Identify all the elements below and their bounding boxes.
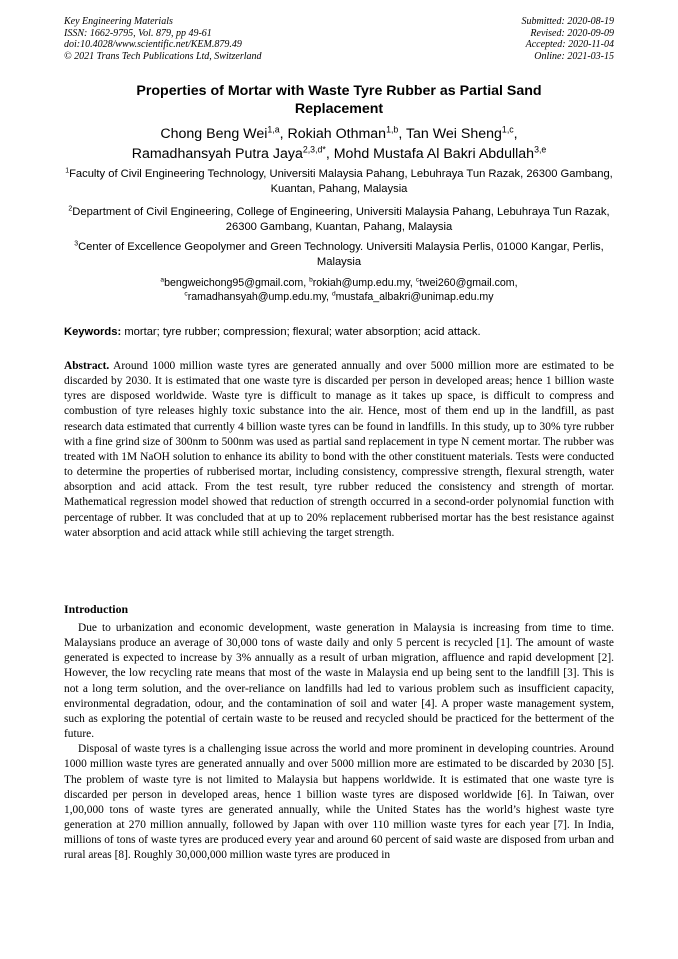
- author-affiliation-mark: 3,e: [534, 144, 547, 155]
- paper-title: [64, 82, 614, 118]
- author-name: Ramadhansyah Putra Jaya: [131, 146, 303, 162]
- affiliation-text: Center of Excellence Geopolymer and Green Technology. Universiti Malaysia Perlis, 01000 Kangar, Perlis, Malaysia: [78, 241, 604, 268]
- date-submitted: Submitted: 2020-08-19: [521, 16, 614, 27]
- abstract-label: Abstract.: [64, 360, 110, 372]
- affiliation-number: 1: [65, 167, 70, 175]
- affiliation-3: [64, 240, 614, 270]
- keywords: [64, 325, 614, 339]
- journal-copyright: © 2021 Trans Tech Publications Ltd, Switzerland: [64, 50, 262, 62]
- journal-info: [64, 16, 262, 62]
- author-name: Chong Beng Wei: [160, 126, 268, 142]
- publication-dates: [522, 16, 615, 62]
- keywords-label: Keywords:: [64, 326, 122, 338]
- author-emails: [64, 276, 614, 304]
- author-affiliation-mark: 1,a: [267, 124, 280, 135]
- authors-line-1: Chong Beng Wei$^{1,a}$, Rokiah Othman$^{1,b}$, Tan Wei Sheng$^{1,c}$,: [160, 124, 518, 142]
- emails-line-1: $^a$bengweichong95@gmail.com, $^b$rokiah@ump.edu.my, $^c$twei260@gmail.com,: [160, 276, 518, 289]
- affiliation-2: [64, 205, 614, 235]
- date-online: Online: 2021-03-15: [534, 50, 614, 62]
- author-affiliation-mark: 2,3,d*: [302, 144, 326, 155]
- abstract-text: Around 1000 million waste tyres are generated annually and over 5000 million more are estimated to be discarded by 2030. It is estimated that one waste tyre is discarded per person in developed areas; hence 1 billion waste tyres are disposed worldwide. Waste tyre is difficult to manage as it takes up space, is difficult to compress and combustion of tyre releases highly toxic substance into the air. Hence, most of them end up in the landfill, as past research data estimated that currently 4 billion waste tyres can be found in landfills. In this study, up to 30% tyre rubber with a fine grind size of 300nm to 500nm was used as partial sand replacement in type N cement mortar. The rubber was treated with 1M NaOH solution to enhance its ability to bond with the other constituent materials. Tests were conducted to determine the properties of rubberised mortar, including consistency, compressive strength, flexural strength, water absorption and acid attack. From the test result, tyre rubber reduced the consistency and strength of mortar. Mathematical regression model showed that reduction of strength occurred in a second-order polynomial function with percentage of rubber. It was concluded that at up to 20% replacement rubberised mortar has the best resistance against water absorption and acid attack while still achieving the target strength.: [64, 360, 614, 539]
- section-heading-introduction: Introduction: [64, 602, 129, 616]
- email-mark: d: [331, 290, 336, 298]
- affiliation-number: 3: [74, 240, 79, 248]
- email-mark: c: [415, 276, 420, 284]
- abstract: [64, 359, 614, 541]
- journal-issn: ISSN: 1662-9795, Vol. 879, pp 49-61: [64, 27, 212, 39]
- author-name: Mohd Mustafa Al Bakri Abdullah: [333, 146, 535, 162]
- email-mark: a: [160, 276, 165, 284]
- journal-doi: doi:10.4028/www.scientific.net/KEM.879.49: [64, 39, 242, 50]
- email-mark: b: [309, 276, 313, 284]
- title-line-1: Properties of Mortar with Waste Tyre Rubber as Partial Sand: [136, 83, 542, 99]
- email-address[interactable]: twei260@gmail.com: [419, 277, 515, 289]
- paragraph: Due to urbanization and economic development, waste generation in Malaysia is increasing from time to time. Malaysians produce an average of 30,000 tons of waste daily and only 5 percent is recycled [1]. The amount of waste generated is expected to increase by 3% annually as a result of urban migration, affluence and rapid development [2]. However, the low recycling rate means that most of the waste in Malaysia end up being sent to the landfill [3]. This is not a long term solution, and the over-reliance on landfills had led to various problem such as insufficient capacity, environmental degradation, odour, and the contamination of soil and water [4]. A proper waste management system, such as exploring the potential of certain waste to be reused and recycled should be practiced for the betterment of the future.: [64, 622, 614, 741]
- affiliation-number: 2: [68, 205, 73, 213]
- email-address[interactable]: ramadhansyah@ump.edu.my: [187, 291, 327, 303]
- email-address[interactable]: bengweichong95@gmail.com: [164, 277, 304, 289]
- author-affiliation-mark: 1,c: [501, 124, 514, 135]
- author-name: Tan Wei Sheng: [405, 126, 502, 142]
- journal-name: Key Engineering Materials: [64, 16, 173, 27]
- keywords-text: mortar; tyre rubber; compression; flexural; water absorption; acid attack.: [124, 326, 481, 338]
- date-accepted: Accepted: 2020-11-04: [525, 39, 614, 50]
- affiliation-text: Department of Civil Engineering, College of Engineering, Universiti Malaysia Pahang, Lebuhraya Tun Razak, 26300 Gambang, Kuantan, Pahang, Malaysia: [72, 206, 610, 233]
- email-address[interactable]: mustafa_albakri@unimap.edu.my: [335, 291, 494, 303]
- title-line-2: Replacement: [294, 101, 384, 117]
- author-name: Rokiah Othman: [287, 126, 387, 142]
- email-address[interactable]: rokiah@ump.edu.my: [312, 277, 410, 289]
- email-mark: c: [184, 290, 188, 298]
- paragraph: Disposal of waste tyres is a challenging issue across the world and more prominent in developing countries. Around 1000 million waste tyres are generated annually and over 5000 million more are estimated to be discarded by 2030 [5]. The problem of waste tyre is not limited to Malaysia but happens worldwide. It is estimated that one waste tyre is discarded per person in developed areas, hence 1 billion waste tyres are disposed worldwide [6]. In Taiwan, over 1,00,000 tons of waste tyres are generated annually, while the United States has the world’s highest waste tyre generation at 270 million annually, followed by Japan with over 110 million waste tyres for each year [7]. In India, millions of tons of waste tyres are produced every year and around 60 percent of said waste are disposed from urban and rural areas [8]. Roughly 30,000,000 million waste tyres are produced in: [64, 743, 614, 862]
- introduction-body: [64, 621, 614, 864]
- authors-line-2: Ramadhansyah Putra Jaya$^{2,3,d*}$, Mohd Mustafa Al Bakri Abdullah$^{3,e}$: [131, 144, 547, 162]
- emails-line-2: $^c$ramadhansyah@ump.edu.my, $^d$mustafa_albakri@unimap.edu.my: [184, 290, 494, 303]
- author-list: [64, 124, 614, 164]
- author-affiliation-mark: 1,b: [386, 124, 399, 135]
- affiliation-text: Faculty of Civil Engineering Technology, Universiti Malaysia Pahang, Lebuhraya Tun Razak, 26300 Gambang, Kuantan, Pahang, Malaysia: [69, 168, 613, 195]
- affiliation-1: [64, 167, 614, 197]
- date-revised: Revised: 2020-09-09: [530, 27, 614, 39]
